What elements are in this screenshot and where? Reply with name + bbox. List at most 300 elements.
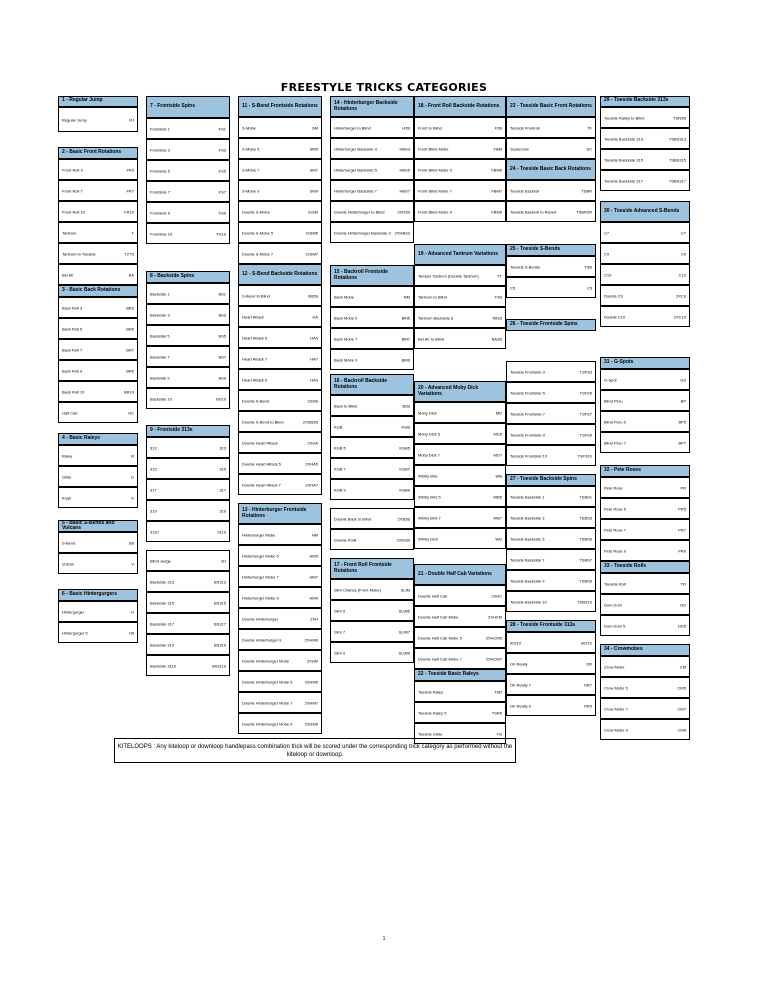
trick-code: BP7 xyxy=(678,440,686,445)
category-header: 18 - Front Roll Backside Rotations xyxy=(414,96,506,117)
trick-name: S-Bend to Blind xyxy=(242,293,270,298)
trick-name: Temper Tantrum (Double Tantrum) xyxy=(418,273,479,278)
category-header: 11 - S-Bend Frontside Rotations xyxy=(238,96,322,117)
trick-code: HBS5 xyxy=(399,167,410,172)
trick-code: HBS3 xyxy=(399,146,410,151)
trick-code: SLIM5 xyxy=(398,608,410,613)
trick-row xyxy=(238,285,322,306)
trick-code: TSFS5 xyxy=(579,390,592,395)
trick-row xyxy=(600,285,690,306)
trick-row xyxy=(414,307,506,328)
trick-name: Frontside 5 xyxy=(150,168,171,173)
category-header: 15 - Backroll Frontside Rotations xyxy=(330,265,414,286)
trick-code: SLIM xyxy=(400,587,410,592)
trick-code: 2xSM xyxy=(307,209,318,214)
trick-name: Toeside Frontside 3 xyxy=(510,369,545,374)
trick-row xyxy=(600,677,690,698)
trick-name: Toeside Backside 10 xyxy=(510,599,547,604)
trick-row xyxy=(414,159,506,180)
trick-name: Toeside S Bends xyxy=(510,264,541,269)
trick-code: B2B xyxy=(402,403,410,408)
category-header: 30 - Toeside Advanced S-Bends xyxy=(600,201,690,222)
trick-row xyxy=(330,180,414,201)
trick-code: T xyxy=(131,230,134,235)
trick-code: HA xyxy=(312,314,318,319)
trick-row xyxy=(600,243,690,264)
trick-row xyxy=(238,566,322,587)
trick-code: OR xyxy=(586,661,592,666)
trick-name: Front Roll 3 xyxy=(62,167,83,172)
trick-code: 2XHCM5 xyxy=(485,635,502,640)
trick-row xyxy=(414,201,506,222)
trick-row xyxy=(58,360,138,381)
trick-row xyxy=(600,573,690,594)
trick-row xyxy=(330,416,414,437)
trick-code: KGB7 xyxy=(399,466,410,471)
trick-name: Slim 7 xyxy=(334,629,346,634)
trick-row xyxy=(146,367,230,388)
trick-name: 3110 xyxy=(150,529,159,534)
trick-name: 317 xyxy=(150,487,157,492)
category-header: 22 - Toeside Basic Raleys xyxy=(414,669,506,681)
trick-code: RJ xyxy=(129,117,134,122)
trick-row xyxy=(414,627,506,648)
trick-code: TSBS7 xyxy=(579,557,592,562)
trick-code: 2XHM xyxy=(306,658,318,663)
trick-name: Backside 315 xyxy=(150,600,175,605)
trick-code: BS3110 xyxy=(212,663,226,668)
trick-name: Back to Blind xyxy=(334,403,358,408)
trick-name: Moby Dick xyxy=(418,410,437,415)
trick-row xyxy=(238,608,322,629)
trick-row xyxy=(600,477,690,498)
trick-code: C5 xyxy=(586,285,592,290)
trick-row xyxy=(506,180,596,201)
trick-name: Moby Dick 5 xyxy=(418,431,441,436)
trick-code: SM9 xyxy=(309,188,318,193)
trick-code: DD xyxy=(680,602,686,607)
trick-code: TSBS315 xyxy=(668,157,686,162)
trick-row xyxy=(238,243,322,264)
trick-name: Frontside 9 xyxy=(150,210,171,215)
trick-name: Toeside Backroll to Revert xyxy=(510,209,557,214)
category-header: 9 - Frontside 313s xyxy=(146,425,230,437)
trick-row xyxy=(506,117,596,138)
trick-row xyxy=(238,692,322,713)
trick-code: 2XC9 xyxy=(675,293,686,298)
trick-name: Backside 7 xyxy=(150,354,170,359)
trick-code: OR7 xyxy=(583,682,592,687)
trick-name: Toeside Railey to Blind xyxy=(604,115,645,120)
trick-name: Hinterburger to Blind xyxy=(334,125,371,130)
trick-row xyxy=(414,180,506,201)
trick-code: HA5 xyxy=(310,335,318,340)
trick-code: HC xyxy=(128,410,134,415)
category-header: 16 - Backroll Backside Rotations xyxy=(330,374,414,395)
trick-code: CM9 xyxy=(677,727,686,732)
trick-name: Double Half Cab Mobe 7 xyxy=(418,656,462,661)
trick-name: Back Mobe 7 xyxy=(334,336,358,341)
trick-code: H5 xyxy=(128,630,134,635)
trick-name: Back Roll 3 xyxy=(62,305,83,310)
trick-code: BS7 xyxy=(218,354,226,359)
trick-row xyxy=(330,600,414,621)
trick-code: BA xyxy=(128,272,134,277)
trick-row xyxy=(146,223,230,244)
trick-code: BS5 xyxy=(218,333,226,338)
trick-name: Tantrum to Blind xyxy=(418,294,447,299)
trick-row xyxy=(600,615,690,636)
trick-row xyxy=(600,656,690,677)
trick-name: Heart Attack 7 xyxy=(242,356,268,361)
trick-code: MD7 xyxy=(493,452,502,457)
trick-code: TSBR2R xyxy=(576,209,592,214)
trick-name: Back Roll 10 xyxy=(62,389,85,394)
trick-name: Frontside 1 xyxy=(150,126,171,131)
trick-name: Hinterburger Backside 7 xyxy=(334,188,377,193)
trick-name: Back Roll 5 xyxy=(62,326,83,331)
trick-code: 2XC10 xyxy=(673,314,686,319)
trick-name: Hinterburger Backside 3 xyxy=(334,146,377,151)
trick-code: 2XHBS3 xyxy=(394,230,410,235)
trick-code: TSBR xyxy=(581,188,592,193)
trick-name: Double Half Cab xyxy=(418,593,448,598)
trick-name: Tantrum to Toeside xyxy=(62,251,96,256)
trick-name: Toeside Raley xyxy=(418,689,444,694)
trick-code: TSBS317 xyxy=(668,178,686,183)
trick-row xyxy=(330,621,414,642)
category-header: 1 - Regular Jump xyxy=(58,96,138,107)
trick-name: Raley xyxy=(62,453,73,458)
trick-row xyxy=(506,138,596,159)
trick-row xyxy=(58,532,138,553)
trick-code: TT xyxy=(497,273,502,278)
trick-row xyxy=(600,540,690,561)
trick-row xyxy=(414,507,506,528)
trick-row xyxy=(600,149,690,170)
trick-row xyxy=(506,528,596,549)
trick-row xyxy=(414,486,506,507)
trick-code: 90210 xyxy=(580,640,592,645)
trick-row xyxy=(58,339,138,360)
trick-code: SB xyxy=(128,540,134,545)
trick-code: PR7 xyxy=(678,527,686,532)
trick-code: 319 xyxy=(219,508,226,513)
trick-row xyxy=(600,719,690,740)
trick-row xyxy=(58,297,138,318)
trick-code: SLIM7 xyxy=(398,629,410,634)
trick-code: H2B xyxy=(402,125,410,130)
trick-name: Toeside Frontroll xyxy=(510,125,540,130)
trick-row xyxy=(506,695,596,716)
category-header: 20 - Advanced Moby Dick Variations xyxy=(414,381,506,402)
trick-code: CM xyxy=(679,664,686,669)
trick-row xyxy=(600,128,690,149)
trick-row xyxy=(330,529,414,550)
trick-name: Double Hinterburger Backside 3 xyxy=(334,230,391,235)
trick-name: Half Cab xyxy=(62,410,78,415)
category-header: 31 - G-Spots xyxy=(600,357,690,369)
trick-row xyxy=(58,318,138,339)
category-header: 26 - Toeside Frontside Spins xyxy=(506,319,596,331)
trick-row xyxy=(414,138,506,159)
trick-row xyxy=(238,524,322,545)
trick-name: 315 xyxy=(150,466,157,471)
trick-name: Hinterburger Backside 5 xyxy=(334,167,377,172)
trick-code: HM7 xyxy=(309,574,318,579)
trick-row xyxy=(58,201,138,222)
trick-code: SC xyxy=(586,146,592,151)
trick-name: Crow Mobe 9 xyxy=(604,727,628,732)
trick-code: SM7 xyxy=(309,167,318,172)
trick-name: Back Roll 7 xyxy=(62,347,83,352)
trick-name: Front to Blind xyxy=(418,125,442,130)
trick-code: BR7 xyxy=(126,347,134,352)
trick-name: Toeside Backside 9 xyxy=(510,578,545,583)
trick-row xyxy=(506,632,596,653)
trick-row xyxy=(506,361,596,382)
trick-code: T2B xyxy=(494,294,502,299)
category-header: 5 - Basic S-Bends and Vulcans xyxy=(58,520,138,532)
trick-name: Blind Peru 5 xyxy=(604,419,626,424)
trick-name: Whirly Bird 7 xyxy=(418,515,441,520)
trick-name: 313 xyxy=(150,445,157,450)
trick-code: FS7 xyxy=(218,189,226,194)
trick-code: WB7 xyxy=(493,515,502,520)
trick-row xyxy=(330,117,414,138)
trick-name: Double S-Mobe 5 xyxy=(242,230,274,235)
trick-name: Oh Really 9 xyxy=(510,703,531,708)
category-header: 28 - Toeside Frontside 313s xyxy=(506,620,596,632)
trick-code: FBM9 xyxy=(491,209,502,214)
trick-name: Backside 1 xyxy=(150,291,170,296)
trick-code: FBM xyxy=(493,146,502,151)
trick-name: KGB 9 xyxy=(334,487,346,492)
category-header: 24 - Toeside Basic Back Rotations xyxy=(506,159,596,180)
trick-row xyxy=(330,138,414,159)
trick-name: Back Mobe 5 xyxy=(334,315,358,320)
trick-name: Hinterburger Mobe 9 xyxy=(242,595,279,600)
trick-name: Bel Air to Blind xyxy=(418,336,445,341)
trick-code: BJ xyxy=(221,558,226,563)
trick-name: Backside 317 xyxy=(150,621,175,626)
trick-row xyxy=(146,160,230,181)
trick-name: C10 xyxy=(604,272,612,277)
trick-row xyxy=(506,549,596,570)
trick-name: Hinterburger Mobe xyxy=(242,532,276,537)
category-header: 32 - Pete Roses xyxy=(600,465,690,477)
trick-row xyxy=(238,348,322,369)
trick-name: Krypt xyxy=(62,495,72,500)
trick-code: 2XHC xyxy=(491,593,502,598)
trick-row xyxy=(146,139,230,160)
trick-code: BS315 xyxy=(213,600,226,605)
trick-name: Backside 3 xyxy=(150,312,170,317)
trick-code: G xyxy=(130,474,134,479)
trick-name: Back Mobe 9 xyxy=(334,357,358,362)
trick-row xyxy=(146,346,230,367)
trick-row xyxy=(414,444,506,465)
trick-name: Moby Dick 7 xyxy=(418,452,441,457)
category-header: 3 - Basic Back Rotations xyxy=(58,285,138,297)
trick-code: BR10 xyxy=(123,389,134,394)
trick-row xyxy=(146,325,230,346)
trick-code: TSBS1 xyxy=(579,494,592,499)
trick-code: TSFS7 xyxy=(579,411,592,416)
trick-name: Backside 3110 xyxy=(150,663,176,668)
trick-code: BM xyxy=(404,294,410,299)
trick-row xyxy=(600,306,690,327)
trick-code: TSBS3 xyxy=(579,515,592,520)
trick-row xyxy=(146,655,230,676)
trick-row xyxy=(600,519,690,540)
trick-row xyxy=(330,642,414,663)
trick-row xyxy=(238,671,322,692)
trick-code: BR3 xyxy=(126,305,134,310)
trick-row xyxy=(414,265,506,286)
trick-code: TSFS9 xyxy=(579,432,592,437)
trick-code: 2XB2B xyxy=(397,516,410,521)
trick-row xyxy=(146,634,230,655)
trick-row xyxy=(58,445,138,466)
trick-name: Double Hinterburger Mobe 7 xyxy=(242,700,293,705)
trick-row xyxy=(330,159,414,180)
trick-code: TSR2B xyxy=(673,115,686,120)
trick-name: Front Roll 10 xyxy=(62,209,85,214)
trick-code: BS317 xyxy=(213,621,226,626)
trick-code: 2SDB xyxy=(307,398,318,403)
trick-code: SM xyxy=(312,125,318,130)
trick-row xyxy=(506,382,596,403)
trick-row xyxy=(238,713,322,734)
category-header: 17 - Front Roll Frontside Rotations xyxy=(330,558,414,579)
trick-name: Toeside Backroll xyxy=(510,188,540,193)
trick-row xyxy=(330,479,414,500)
trick-row xyxy=(146,479,230,500)
trick-row xyxy=(238,159,322,180)
trick-row xyxy=(506,424,596,445)
trick-row xyxy=(58,159,138,180)
trick-code: CM5 xyxy=(677,685,686,690)
trick-name: 90210 xyxy=(510,640,522,645)
trick-code: WB xyxy=(495,473,502,478)
trick-name: Dum Dum 5 xyxy=(604,623,626,628)
trick-row xyxy=(238,117,322,138)
trick-row xyxy=(238,390,322,411)
trick-code: C9 xyxy=(680,251,686,256)
trick-name: Double Heart Attack 7 xyxy=(242,482,281,487)
trick-row xyxy=(238,222,322,243)
trick-code: PR5 xyxy=(678,506,686,511)
trick-name: Blind Peru xyxy=(604,398,623,403)
trick-name: Crow Mobe 5 xyxy=(604,685,628,690)
trick-row xyxy=(330,579,414,600)
trick-name: Toeside Backside 1 xyxy=(510,494,545,499)
trick-code: TSB xyxy=(584,264,592,269)
trick-code: TSBS5 xyxy=(579,536,592,541)
trick-row xyxy=(146,571,230,592)
trick-row xyxy=(600,107,690,128)
trick-name: Toeside Backside 7 xyxy=(510,557,545,562)
trick-code: 3110 xyxy=(217,529,226,534)
trick-code: TSBS10 xyxy=(577,599,592,604)
trick-row xyxy=(506,507,596,528)
trick-name: KGB xyxy=(334,424,343,429)
trick-code: BP xyxy=(680,398,686,403)
trick-row xyxy=(414,286,506,307)
trick-name: Crow Mobe xyxy=(604,664,625,669)
trick-name: KGB 7 xyxy=(334,466,346,471)
trick-name: Double Hinterburger Mobe 5 xyxy=(242,679,293,684)
trick-row xyxy=(414,606,506,627)
trick-row xyxy=(414,681,506,702)
trick-row xyxy=(330,328,414,349)
trick-name: S-Mobe 5 xyxy=(242,146,260,151)
trick-row xyxy=(58,243,138,264)
trick-name: Front Blind Mobe 5 xyxy=(418,167,452,172)
trick-code: BR9 xyxy=(126,368,134,373)
trick-code: HM9 xyxy=(309,595,318,600)
trick-code: DD5 xyxy=(677,623,686,628)
trick-name: Slim Chance (Front Mobe) xyxy=(334,587,381,592)
trick-code: TSFS10 xyxy=(577,453,592,458)
trick-name: Double Heart Attack xyxy=(242,440,278,445)
trick-name: KGB 5 xyxy=(334,445,346,450)
trick-code: 2XHA xyxy=(307,440,318,445)
trick-code: 2XHM5 xyxy=(304,679,318,684)
trick-name: Double Hinterburger Mobe xyxy=(242,658,290,663)
trick-code: BS1 xyxy=(218,291,226,296)
trick-code: 2XHCM7 xyxy=(485,656,502,661)
trick-name: C9 xyxy=(604,251,610,256)
trick-code: C10 xyxy=(678,272,686,277)
trick-row xyxy=(506,445,596,466)
trick-code: BS313 xyxy=(213,579,226,584)
trick-row xyxy=(58,222,138,243)
trick-code: TR xyxy=(680,581,686,586)
trick-row xyxy=(146,550,230,571)
trick-name: Slim 5 xyxy=(334,608,346,613)
trick-code: BM5 xyxy=(401,315,410,320)
trick-row xyxy=(58,264,138,285)
trick-name: Front Blind Mobe xyxy=(418,146,449,151)
trick-code: TF xyxy=(587,125,592,130)
trick-row xyxy=(600,390,690,411)
trick-row xyxy=(414,528,506,549)
trick-row xyxy=(506,674,596,695)
trick-name: C5 xyxy=(510,285,516,290)
trick-row xyxy=(330,307,414,328)
trick-name: Oh Really xyxy=(510,661,528,666)
trick-code: BR5 xyxy=(126,326,134,331)
category-header: 2 - Basic Front Rotations xyxy=(58,147,138,159)
trick-row xyxy=(238,629,322,650)
trick-row xyxy=(238,138,322,159)
trick-code: BS10 xyxy=(216,396,226,401)
trick-row xyxy=(146,388,230,409)
trick-code: 313 xyxy=(219,445,226,450)
trick-code: FR7 xyxy=(126,188,134,193)
trick-name: Double S-Bend xyxy=(242,398,270,403)
trick-row xyxy=(330,201,414,222)
trick-name: Double Half Cab Mobe 5 xyxy=(418,635,462,640)
trick-name: Double KGB xyxy=(334,537,357,542)
trick-code: TBS3 xyxy=(491,315,502,320)
trick-row xyxy=(146,304,230,325)
trick-row xyxy=(506,403,596,424)
trick-row xyxy=(600,498,690,519)
trick-name: 319 xyxy=(150,508,157,513)
